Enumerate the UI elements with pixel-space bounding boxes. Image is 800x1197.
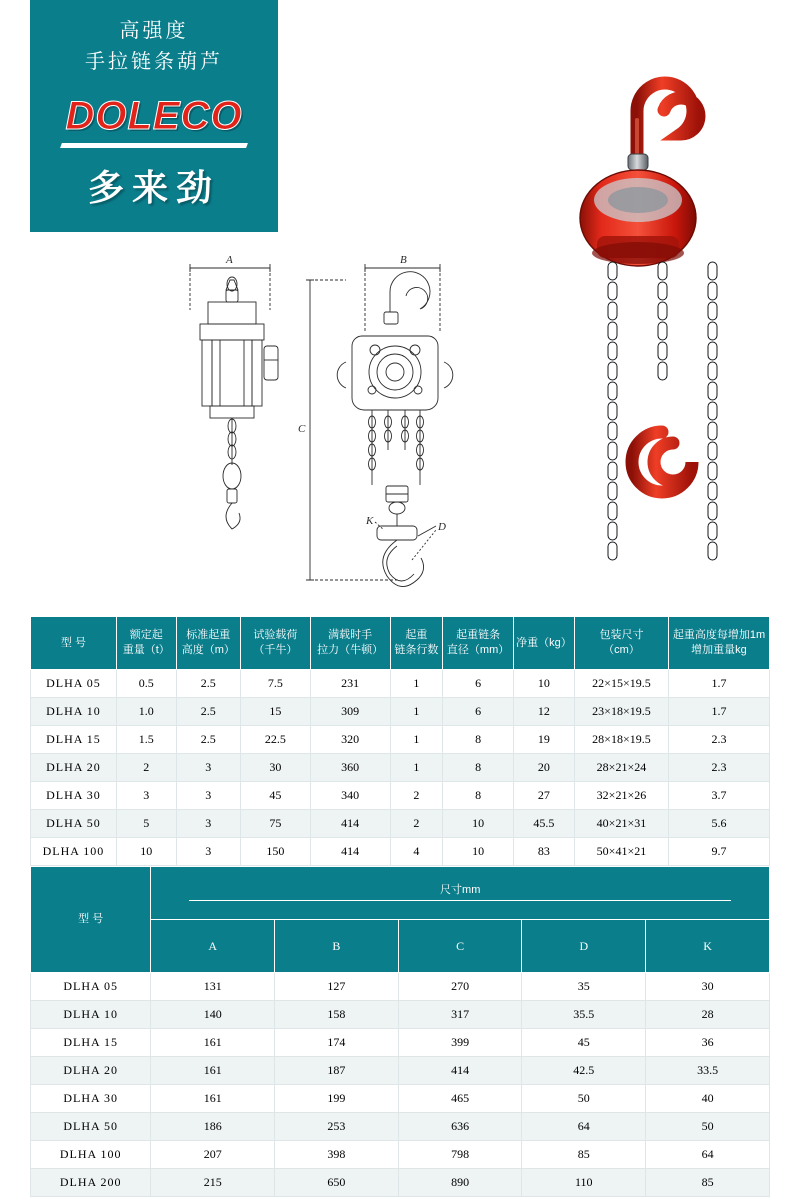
cell-chain-falls: 1	[390, 726, 443, 754]
cell-a: 131	[151, 973, 275, 1001]
spec-col-test-load: 试验载荷 （千牛）	[240, 617, 310, 670]
cell-package-size: 50×41×21	[574, 838, 668, 866]
dim-group-underline	[189, 900, 731, 901]
svg-text:B: B	[400, 254, 407, 266]
dimension-table-head	[31, 867, 770, 973]
dim-group-header: 尺寸mm	[151, 867, 770, 920]
spec-table-body	[31, 670, 770, 894]
cell-d: 45	[522, 1029, 646, 1057]
cell-chain-falls: 4	[390, 838, 443, 866]
cell-lift-height: 2.5	[176, 698, 240, 726]
cell-chain-dia: 10	[443, 810, 514, 838]
cell-c: 890	[398, 1169, 522, 1197]
cell-extra-weight: 2.3	[668, 754, 769, 782]
spec-col-chain-falls: 起重 链条行数	[390, 617, 443, 670]
spec-col-extra-weight: 起重高度每增加1m 增加重量kg	[668, 617, 769, 670]
cell-hand-pull: 414	[310, 810, 390, 838]
table-row	[31, 1001, 770, 1029]
brand-block	[30, 0, 278, 232]
cell-c: 414	[398, 1057, 522, 1085]
cell-test-load: 22.5	[240, 726, 310, 754]
product-title-line2: 手拉链条葫芦	[85, 51, 223, 73]
cell-hand-pull: 360	[310, 754, 390, 782]
cell-d: 35.5	[522, 1001, 646, 1029]
cell-b: 187	[275, 1057, 399, 1085]
cell-extra-weight: 2.3	[668, 726, 769, 754]
dimension-table	[30, 866, 770, 1197]
table-row	[31, 1085, 770, 1113]
table-row	[31, 698, 770, 726]
dim-col-a: A	[151, 920, 275, 973]
dim-col-model: 型 号	[31, 867, 151, 973]
product-title-line1: 高强度	[119, 20, 189, 42]
cell-extra-weight: 3.7	[668, 782, 769, 810]
table-row	[31, 782, 770, 810]
cell-net-weight: 19	[513, 726, 574, 754]
cell-a: 161	[151, 1029, 275, 1057]
cell-k: 40	[646, 1085, 770, 1113]
cell-k: 30	[646, 973, 770, 1001]
spec-col-chain-dia: 起重链条 直径（mm）	[443, 617, 514, 670]
cell-chain-falls: 2	[390, 810, 443, 838]
cell-net-weight: 20	[513, 754, 574, 782]
cell-model: DLHA 100	[31, 1141, 151, 1169]
cell-model: DLHA 15	[31, 726, 117, 754]
logo-divider	[60, 143, 248, 148]
cell-c: 636	[398, 1113, 522, 1141]
cell-lift-height: 2.5	[176, 670, 240, 698]
cell-chain-falls: 1	[390, 698, 443, 726]
spec-table-head	[31, 617, 770, 670]
spec-header-row	[31, 617, 770, 670]
cell-d: 50	[522, 1085, 646, 1113]
cell-capacity: 2	[116, 754, 176, 782]
cell-c: 798	[398, 1141, 522, 1169]
cell-chain-falls: 1	[390, 754, 443, 782]
cell-package-size: 28×18×19.5	[574, 726, 668, 754]
cell-d: 35	[522, 973, 646, 1001]
table-row	[31, 1029, 770, 1057]
cell-lift-height: 3	[176, 810, 240, 838]
cell-package-size: 22×15×19.5	[574, 670, 668, 698]
cell-hand-pull: 340	[310, 782, 390, 810]
cell-model: DLHA 10	[31, 1001, 151, 1029]
cell-test-load: 30	[240, 754, 310, 782]
cell-a: 161	[151, 1085, 275, 1113]
cell-hand-pull: 320	[310, 726, 390, 754]
spec-col-lift-height: 标准起重 高度（m）	[176, 617, 240, 670]
cell-net-weight: 10	[513, 670, 574, 698]
svg-text:D: D	[438, 521, 446, 533]
cell-net-weight: 27	[513, 782, 574, 810]
logo-wordmark-cn: 多来劲	[87, 167, 220, 208]
cell-lift-height: 3	[176, 782, 240, 810]
cell-b: 158	[275, 1001, 399, 1029]
spec-col-capacity: 额定起 重量（t）	[116, 617, 176, 670]
cell-d: 42.5	[522, 1057, 646, 1085]
cell-extra-weight: 5.6	[668, 810, 769, 838]
cell-b: 127	[275, 973, 399, 1001]
cell-b: 199	[275, 1085, 399, 1113]
cell-model: DLHA 30	[31, 1085, 151, 1113]
cell-capacity: 10	[116, 838, 176, 866]
table-row	[31, 1113, 770, 1141]
svg-text:C: C	[298, 423, 306, 435]
svg-text:A: A	[226, 254, 233, 266]
cell-chain-dia: 8	[443, 726, 514, 754]
hoist-body	[580, 170, 696, 266]
cell-lift-height: 2.5	[176, 726, 240, 754]
cell-test-load: 45	[240, 782, 310, 810]
dim-col-k: K	[646, 920, 770, 973]
table-row	[31, 726, 770, 754]
table-row	[31, 754, 770, 782]
cell-c: 465	[398, 1085, 522, 1113]
cell-b: 253	[275, 1113, 399, 1141]
cell-chain-falls: 2	[390, 782, 443, 810]
cell-hand-pull: 414	[310, 838, 390, 866]
cell-model: DLHA 50	[31, 810, 117, 838]
cell-c: 270	[398, 973, 522, 1001]
top-hook-icon	[637, 83, 699, 158]
table-row	[31, 810, 770, 838]
cell-model: DLHA 20	[31, 1057, 151, 1085]
bottom-hook-icon	[632, 390, 692, 492]
dim-col-c: C	[398, 920, 522, 973]
cell-a: 140	[151, 1001, 275, 1029]
cell-a: 161	[151, 1057, 275, 1085]
cell-c: 399	[398, 1029, 522, 1057]
cell-net-weight: 83	[513, 838, 574, 866]
cell-extra-weight: 1.7	[668, 670, 769, 698]
cell-k: 85	[646, 1169, 770, 1197]
cell-a: 215	[151, 1169, 275, 1197]
cell-b: 398	[275, 1141, 399, 1169]
cell-chain-falls: 1	[390, 670, 443, 698]
cell-test-load: 15	[240, 698, 310, 726]
cell-test-load: 150	[240, 838, 310, 866]
logo-wordmark-en: DOLECO	[65, 94, 243, 138]
cell-chain-dia: 8	[443, 754, 514, 782]
cell-model: DLHA 10	[31, 698, 117, 726]
cell-chain-dia: 8	[443, 782, 514, 810]
cell-c: 317	[398, 1001, 522, 1029]
cell-chain-dia: 6	[443, 698, 514, 726]
cell-d: 110	[522, 1169, 646, 1197]
cell-model: DLHA 30	[31, 782, 117, 810]
table-row	[31, 1057, 770, 1085]
cell-capacity: 5	[116, 810, 176, 838]
spec-col-model: 型 号	[31, 617, 117, 670]
cell-model: DLHA 05	[31, 670, 117, 698]
dim-col-d: D	[522, 920, 646, 973]
cell-model: DLHA 100	[31, 838, 117, 866]
cell-net-weight: 45.5	[513, 810, 574, 838]
logo	[30, 96, 278, 216]
cell-b: 174	[275, 1029, 399, 1057]
table-row	[31, 670, 770, 698]
product-title	[30, 0, 278, 78]
table-row	[31, 838, 770, 866]
cell-net-weight: 12	[513, 698, 574, 726]
cell-k: 50	[646, 1113, 770, 1141]
cell-model: DLHA 50	[31, 1113, 151, 1141]
cell-model: DLHA 20	[31, 754, 117, 782]
spec-col-package-size: 包装尺寸 （cm）	[574, 617, 668, 670]
dim-col-b: B	[275, 920, 399, 973]
spec-col-net-weight: 净重（kg）	[513, 617, 574, 670]
cell-hand-pull: 231	[310, 670, 390, 698]
cell-model: DLHA 200	[31, 1169, 151, 1197]
table-row	[31, 973, 770, 1001]
cell-test-load: 7.5	[240, 670, 310, 698]
cell-lift-height: 3	[176, 754, 240, 782]
cell-chain-dia: 6	[443, 670, 514, 698]
cell-package-size: 23×18×19.5	[574, 698, 668, 726]
cell-model: DLHA 15	[31, 1029, 151, 1057]
cell-package-size: 32×21×26	[574, 782, 668, 810]
cell-package-size: 40×21×31	[574, 810, 668, 838]
cell-capacity: 0.5	[116, 670, 176, 698]
cell-d: 85	[522, 1141, 646, 1169]
cell-k: 28	[646, 1001, 770, 1029]
product-photo	[542, 50, 772, 610]
cell-chain-dia: 10	[443, 838, 514, 866]
cell-hand-pull: 309	[310, 698, 390, 726]
cell-package-size: 28×21×24	[574, 754, 668, 782]
cell-k: 33.5	[646, 1057, 770, 1085]
cell-capacity: 3	[116, 782, 176, 810]
cell-capacity: 1.5	[116, 726, 176, 754]
cell-d: 64	[522, 1113, 646, 1141]
dimension-group-row	[31, 867, 770, 920]
spec-col-hand-pull: 满载时手 拉力（牛顿）	[310, 617, 390, 670]
cell-test-load: 75	[240, 810, 310, 838]
cell-a: 186	[151, 1113, 275, 1141]
cell-extra-weight: 9.7	[668, 838, 769, 866]
cell-k: 64	[646, 1141, 770, 1169]
dimension-table-body	[31, 973, 770, 1197]
table-row	[31, 1141, 770, 1169]
spec-table	[30, 616, 770, 894]
technical-drawings	[150, 250, 550, 610]
cell-lift-height: 3	[176, 838, 240, 866]
cell-k: 36	[646, 1029, 770, 1057]
svg-text:K: K	[366, 515, 374, 527]
cell-b: 650	[275, 1169, 399, 1197]
cell-extra-weight: 1.7	[668, 698, 769, 726]
table-row	[31, 1169, 770, 1197]
cell-model: DLHA 05	[31, 973, 151, 1001]
cell-capacity: 1.0	[116, 698, 176, 726]
cell-a: 207	[151, 1141, 275, 1169]
